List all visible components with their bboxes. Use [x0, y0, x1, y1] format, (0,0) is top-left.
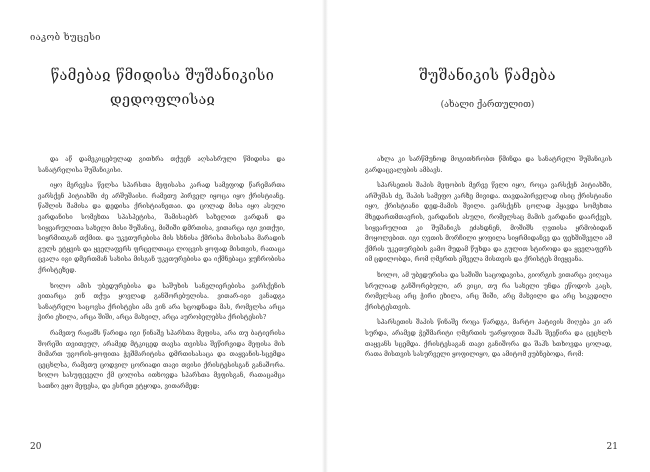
left-title-line2: დედოფლისაჲ — [110, 92, 215, 108]
left-page-number: 20 — [30, 442, 42, 452]
right-title-subtitle: (ახალი ქართულით) — [440, 100, 535, 110]
right-body-text — [365, 155, 612, 366]
right-page — [325, 0, 650, 472]
right-paragraph: ახლა კი სარწმუნოდ მოგითხრობთ წმინდა და სანატრელი შუშანიკის გარდაცვალების ამბავს. — [365, 156, 612, 174]
left-body-text — [38, 155, 285, 397]
left-paragraph: ხოლო ამის უბედურებისა და საშუხის სანელიერებისა ვარსქენის ვითარცა ვინ თქუა ყოვლად განშორებულისა. ვითარ-იგი ვანადგა სანატრელი საცოვსა ქრისტესი ამა ვინ არა სცოდნადა მას, რომელსა არცა ჭირი ეხილა, არცა შიში, არცა მახვილ, არცა აურობელებსა ქრისტესის? — [38, 282, 285, 322]
left-paragraph: რამეთუ რაჟამს წარიდა იგი წინაშე სპარსთა მეფისა, არა თუ ბატიერისა შორეში თვითეულ, არამედ მტკიცედ თავსა თვისსა შეწირვიდა მეფისა მის მიმართ უგორის-ყოფითა ჭეშმარიტისა დმრთისასაცა და თაყვანის-სცემდა ცეცხლსა, რამეთუ ცოდვილ ცორიადი თავი თვისი ქრისტესისგან განაშორა. ხოლო სასუფეველი ქმ ცოლისა ითხოვდა სპარსთა მეფისგან, რათაცამცა სათნო ეყო მეფესა, და ესრეთ ეტყოდა, ვითარმედ: — [38, 329, 285, 390]
right-paragraph: ხოლო, ამ უბედურისა და საშიში საცოდავისა, გიორგის ვითარცა ვიღაცა სრულიად განშორებული, არ ვიცი, თუ რა სახელი უნდა ეწოდოს კაცს, რომელსაც არც ჭირი ეხილა, არც შიში, არც მახვილი და არც სიკვდილი ქრისტესთვის. — [365, 271, 612, 311]
left-title-line1: წამებაჲ წმიდისა შუშანიკისი — [50, 68, 275, 84]
left-paragraph: იყო მერვესა წელსა სპარსთა მეფისასა კარად სამეფოდ წარემართა ვარსქენ პიტიახში ძე არშუშაისი. რამეთუ პირველ იყოცა იყო ქრისტიანე. წაშლის შამისა და დედისა ქრისტიანეთაი. და ცოლად მისა იყო ასული ვარდანისი სომეხთა სპასპეტისა, შამისაებრ სახელით ვარდან და სიყვარულითა სახელი მისი შუშანიკ, მიშიში დმრთისა, ვითარცა იგი ვითქუი, სიყრმითგან თქმით. და უკეთურებისა მის სხნისა ქმრისა მისისასა მარადის გულს ეტყვის და ყველაფერს ფრცელთაცა ლოცვის ყოფად მისთვის, რათაცა ცვალა იგი დმერთმან სახისა მისგან უკეთურებისა და იქმნებაცა ჯუჩრობისა ქრისტეზედ. — [38, 182, 285, 274]
right-title-line1: შუშანიკის წამება — [419, 68, 556, 84]
right-paragraph: სპარსეთის შაჰის წინაშე როცა წარდგა, მარტო პატივის მიღება კი არ სურდა, არამედ ჭეშმარიტი ღმერთის უარყოფით შაჰს შეეწირა და ცეცხლს თაყვანს სცემდა. ქრისტესაგან თავი განიშორა და შაჰს სთხოვდა ცოლად, რათა მისთვის სასურველი ყოფილიყო, და ამიტომ ეუბნებოდა, რომ: — [365, 319, 612, 359]
right-page-number: 21 — [606, 442, 618, 452]
right-paragraph: სპარსეთის შაჰის მეფობის მერვე წელი იყო, როცა ვარსქენ პიტიახში, არშუშას ძე, შაჰის სამეფო კარზე მივიდა. თავდაპირველად ისიც ქრისტიანი იყო, ქრისტიანი დედ-მამის შვილი. ვარსქენს ცოლად ჰყავდა სომეხთა მხედართმთავრის, ვარდანის ასული, რომელსაც მამის ვარდანი დაარქვეს, სიყვარულით კი შუშანიკს ეძახდნენ, მოშიშს ღვთისა ყრმობიდან მოყოლებით. იგი ღვთის მორჩილი ყოფილა სიყრმიდანვე და ფეხშიშველი ამ ქმრის უკეთურების გამო მუდამ წუხდა და გულით სტიროდა და ყველაფერს იმ ცდილობდა, რომ ღმერთს ეშველა მისთვის და ქრისტეს მიეყვანა. — [365, 182, 612, 264]
running-head: იაკობ ხუცესი — [30, 32, 101, 43]
left-paragraph: და აწ დამეკიცებულად გითხრა თქუენ აღსასრული წმიდისა და სანატრელისა შუშანიკისი. — [38, 156, 285, 174]
